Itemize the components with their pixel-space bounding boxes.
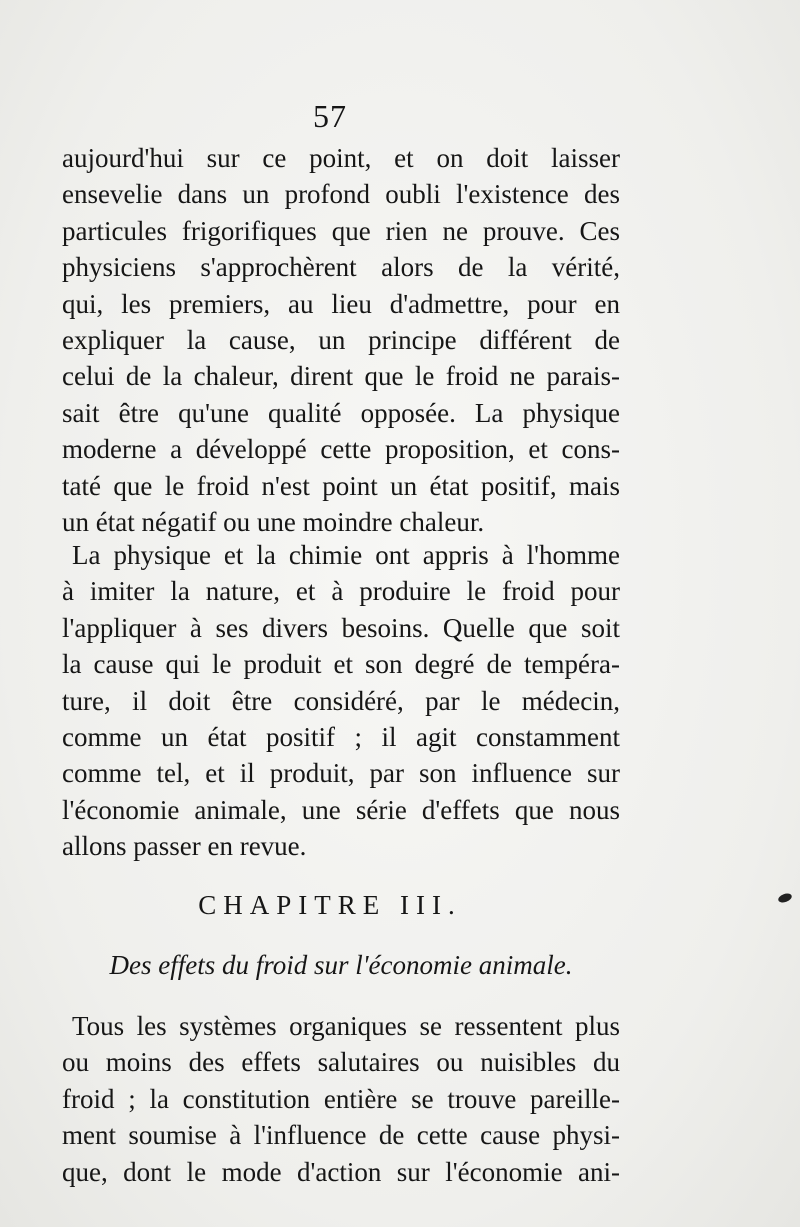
text-line: expliquer la cause, un principe différent de: [62, 324, 620, 355]
text-line: La physique et la chimie ont appris à l'homme: [72, 540, 620, 570]
paragraph-1: [62, 140, 620, 540]
chapter-title: CHAPITRE III.: [198, 890, 462, 920]
text-line: taté que le froid n'est point un état positif, mais: [62, 470, 620, 501]
text-line: ture, il doit être considéré, par le médecin,: [62, 685, 620, 716]
text-line: qui, les premiers, au lieu d'admettre, pour en: [62, 288, 620, 319]
paragraph-3: [62, 1008, 620, 1190]
text-line: froid ; la constitution entière se trouve pareille-: [62, 1083, 620, 1114]
text-line: ou moins des effets salutaires ou nuisibles du: [62, 1047, 620, 1078]
text-line: sait être qu'une qualité opposée. La physique: [62, 397, 620, 428]
text-line: Tous les systèmes organiques se ressentent plus: [72, 1011, 620, 1041]
text-line: un état négatif ou une moindre chaleur.: [62, 506, 485, 537]
text-line: celui de la chaleur, dirent que le froid ne parais-: [62, 361, 620, 392]
text-line: comme un état positif ; il agit constamment: [62, 721, 620, 752]
text-line: que, dont le mode d'action sur l'économie ani-: [62, 1156, 620, 1187]
text-line: particules frigorifiques que rien ne prouve. Ces: [62, 215, 620, 246]
text-line: l'économie animale, une série d'effets que nous: [62, 794, 620, 825]
text-line: aujourd'hui sur ce point, et on doit laisser: [62, 143, 620, 173]
text-line: l'appliquer à ses divers besoins. Quelle que soit: [62, 612, 620, 643]
page-number: 57: [313, 98, 347, 134]
text-line: allons passer en revue.: [62, 831, 307, 862]
text-line: physiciens s'approchèrent alors de la vérité,: [62, 252, 620, 283]
text-line: ensevelie dans un profond oubli l'existence des: [62, 179, 620, 210]
text-line: moderne a développé cette proposition, et cons-: [62, 434, 620, 465]
chapter-subtitle: Des effets du froid sur l'économie animale.: [109, 950, 573, 980]
text-line: ment soumise à l'influence de cette cause physi-: [62, 1120, 620, 1151]
text-line: à imiter la nature, et à produire le froid pour: [62, 576, 620, 607]
text-line: la cause qui le produit et son degré de tempéra-: [62, 649, 620, 680]
text-line: comme tel, et il produit, par son influence sur: [62, 758, 620, 789]
paragraph-2: [62, 537, 620, 865]
ink-blot-mark: [777, 892, 793, 904]
